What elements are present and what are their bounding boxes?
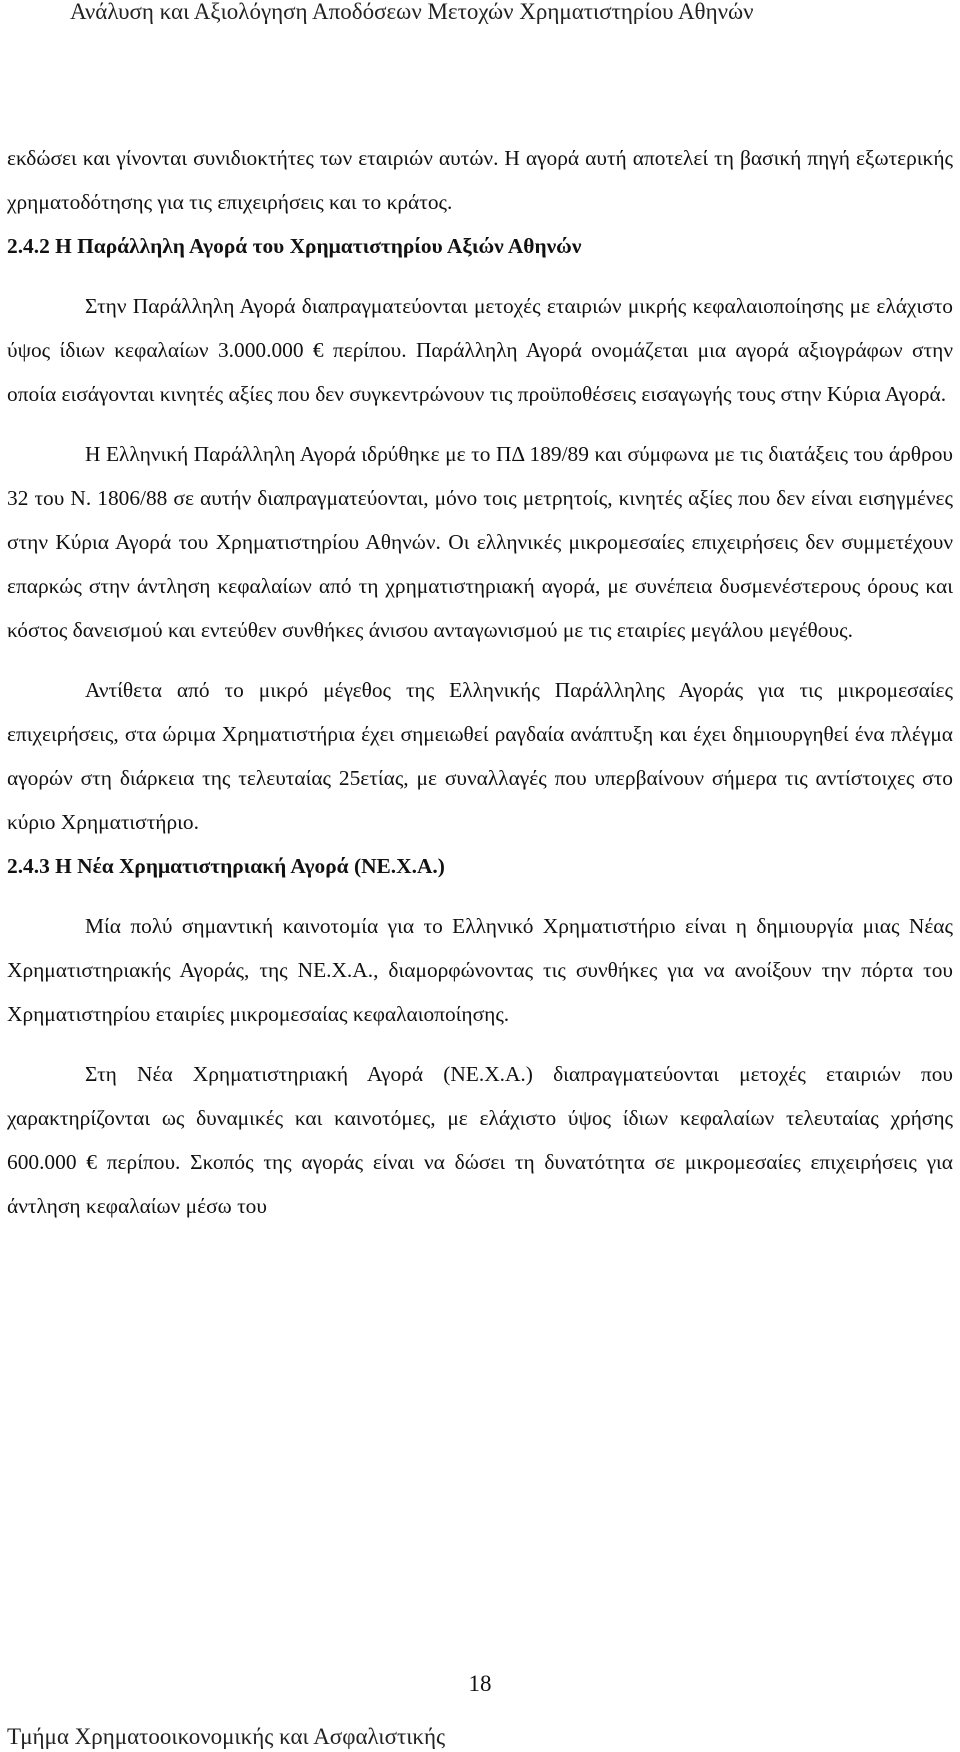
running-footer: Τμήμα Χρηματοοικονομικής και Ασφαλιστικής (7, 1724, 446, 1749)
paragraph-mature-exchanges: Αντίθετα από το μικρό μέγεθος της Ελληνικής Παράλληλης Αγοράς για τις μικρομεσαίες επιχειρήσεις, στα ώριμα Χρηματιστήρια έχει σημειωθεί ραγδαία ανάπτυξη και έχει δημιουργηθεί ένα πλέγμα αγορών στη διάρκεια της τελευταίας 25ετίας, με συναλλαγές που υπερβαίνουν σήμερα τις αντίστοιχες στο κύριο Χρηματιστήριο. (7, 678, 953, 834)
paragraph-continuation: εκδώσει και γίνονται συνιδιοκτήτες των εταιριών αυτών. Η αγορά αυτή αποτελεί τη βασική πηγή εξωτερικής χρηματοδότησης για τις επιχειρήσεις και το κράτος. (7, 146, 953, 214)
paragraph-nexa-innovation: Μία πολύ σημαντική καινοτομία για το Ελληνικό Χρηματιστήριο είναι η δημιουργία μιας Νέας Χρηματιστηριακής Αγοράς, της ΝΕ.Χ.Α., διαμορφώνοντας τις συνθήκες για να ανοίξουν την πόρτα του Χρηματιστηρίου εταιρίες μικρομεσαίας κεφαλαιοποίησης. (7, 914, 953, 1026)
paragraph-parallel-market-intro: Στην Παράλληλη Αγορά διαπραγματεύονται μετοχές εταιριών μικρής κεφαλαιοποίησης με ελάχιστο ύψος ίδιων κεφαλαίων 3.000.000 € περίπου. Παράλληλη Αγορά ονομάζεται μια αγορά αξιογράφων στην οποία εισάγονται κινητές αξίες που δεν συγκεντρώνουν τις προϋποθέσεις εισαγωγής τους στην Κύρια Αγορά. (7, 294, 953, 406)
page-number: 18 (468, 1671, 492, 1696)
page-body (7, 136, 953, 1228)
section-heading-2-4-3: 2.4.3 Η Νέα Χρηματιστηριακή Αγορά (ΝΕ.Χ.Α.) (7, 854, 445, 878)
paragraph-greek-parallel-market: Η Ελληνική Παράλληλη Αγορά ιδρύθηκε με το ΠΔ 189/89 και σύμφωνα με τις διατάξεις του άρθρου 32 του Ν. 1806/88 σε αυτήν διαπραγματεύονται, μόνο τοις μετρητοίς, κινητές αξίες που δεν είναι εισηγμένες στην Κύρια Αγορά του Χρηματιστηρίου Αθηνών. Οι ελληνικές μικρομεσαίες επιχειρήσεις δεν συμμετέχουν επαρκώς στην άντληση κεφαλαίων από τη χρηματιστηριακή αγορά, με συνέπεια δυσμενέστερους όρους και κόστος δανεισμού και εντεύθεν συνθήκες άνισου ανταγωνισμού με τις εταιρίες μεγάλου μεγέθους. (7, 442, 953, 642)
paragraph-nexa-trading: Στη Νέα Χρηματιστηριακή Αγορά (ΝΕ.Χ.Α.) διαπραγματεύονται μετοχές εταιριών που χαρακτηρίζονται ως δυναμικές και καινοτόμες, με ελάχιστο ύψος ίδιων κεφαλαίων τελευταίας χρήσης 600.000 € περίπου. Σκοπός της αγοράς είναι να δώσει τη δυνατότητα σε μικρομεσαίες επιχειρήσεις για άντληση κεφαλαίων μέσω του (7, 1062, 953, 1218)
section-heading-2-4-2: 2.4.2 Η Παράλληλη Αγορά του Χρηματιστηρίου Αξιών Αθηνών (7, 234, 582, 258)
running-header: Ανάλυση και Αξιολόγηση Αποδόσεων Μετοχών Χρηματιστηρίου Αθηνών (70, 0, 754, 24)
